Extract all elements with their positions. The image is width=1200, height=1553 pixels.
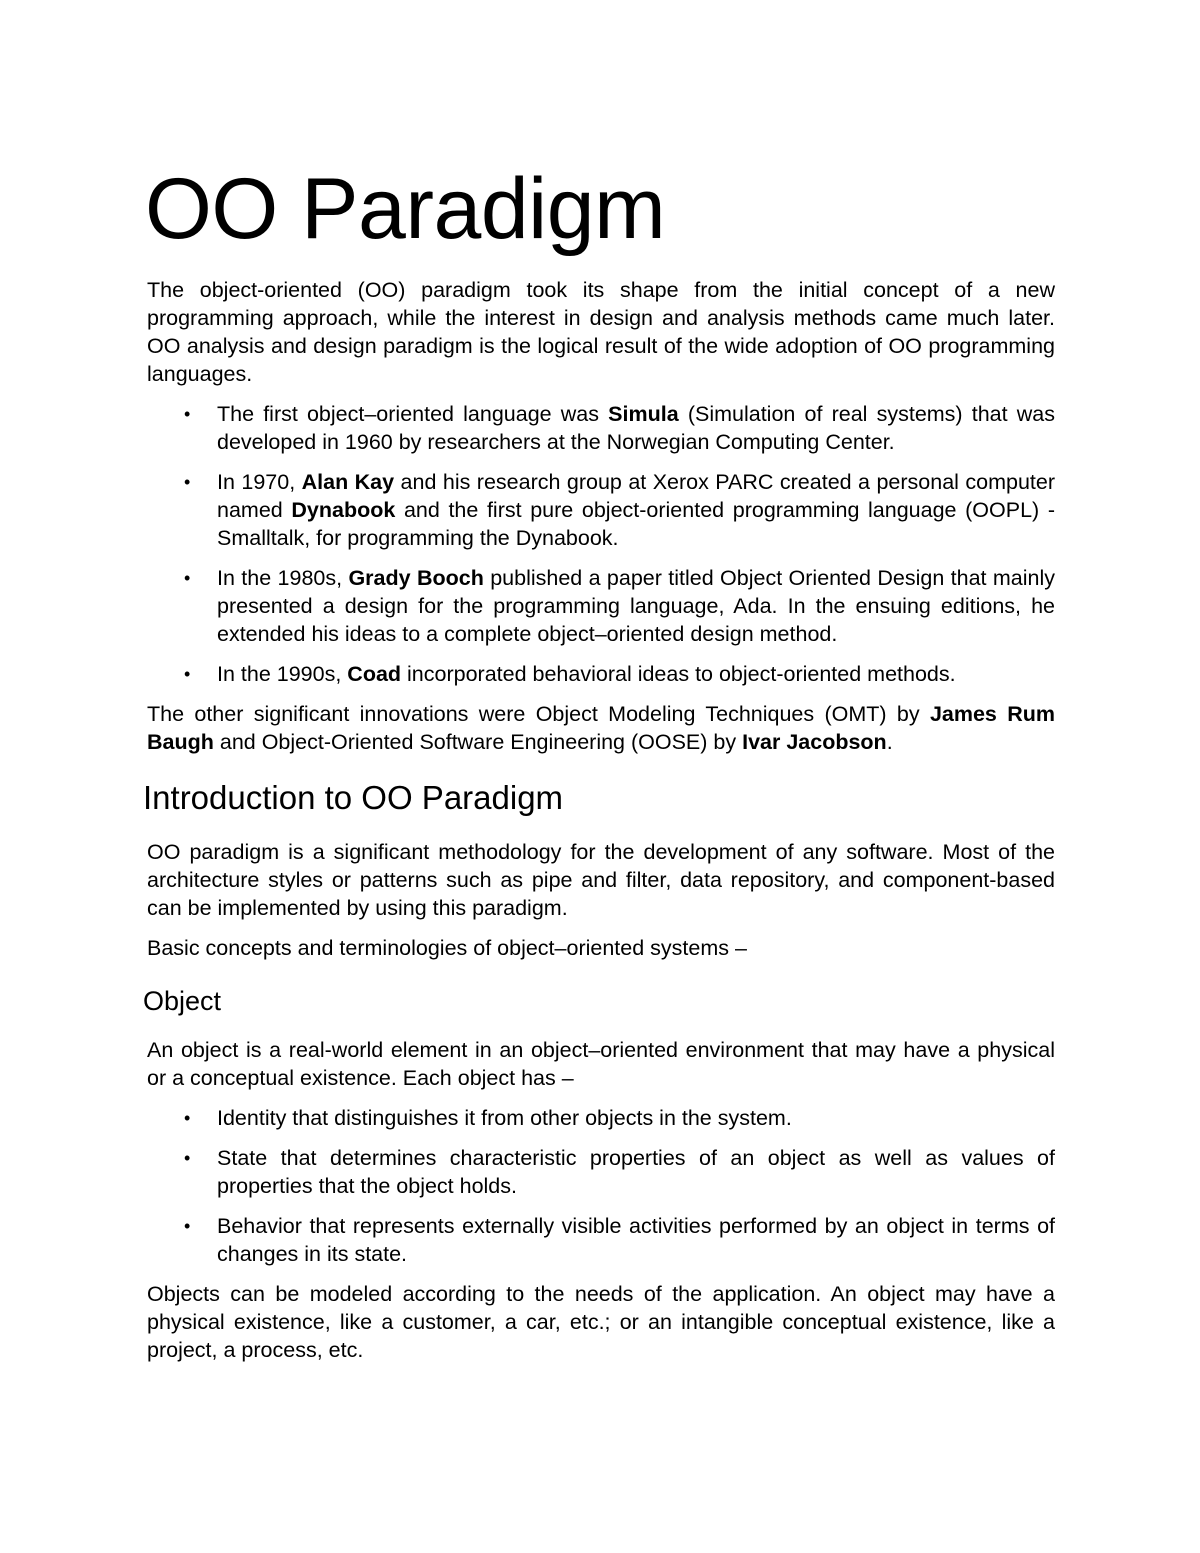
list-item: • State that determines characteristic properties of an object as well as values of properties that the object holds. <box>184 1146 1055 1198</box>
bullet-icon: • <box>184 472 191 492</box>
bullet-icon: • <box>184 1108 191 1128</box>
intro-paragraph: The object-oriented (OO) paradigm took its shape from the initial concept of a new programming approach, while the interest in design and analysis methods came much later. OO analysis and design paradigm is the logical result of the wide adoption of OO programming languages. <box>147 278 1055 386</box>
other-innovations-paragraph: The other significant innovations were Object Modeling Techniques (OMT) by James Rum Baugh and Object-Oriented Software Engineering (OOSE) by Ivar Jacobson. <box>147 702 1055 754</box>
bullet-icon: • <box>184 568 191 588</box>
basic-concepts-line: Basic concepts and terminologies of object–oriented systems – <box>147 936 747 960</box>
list-item: • The first object–oriented language was Simula (Simulation of real systems) that was developed in 1960 by researchers at the Norwegian Computing Center. <box>184 402 1055 454</box>
history-list <box>147 400 1055 688</box>
bullet-icon: • <box>184 664 191 684</box>
list-item: • In the 1990s, Coad incorporated behavioral ideas to object-oriented methods. <box>184 662 956 686</box>
bullet-icon: • <box>184 1148 191 1168</box>
section-heading-introduction: Introduction to OO Paradigm <box>143 779 564 816</box>
object-properties-list <box>147 1104 1055 1268</box>
list-item: • In 1970, Alan Kay and his research group at Xerox PARC created a personal computer named Dynabook and the first pure object-oriented programming language (OOPL) - Smalltalk, for programming the Dynabook. <box>184 470 1055 550</box>
object-paragraph: An object is a real-world element in an object–oriented environment that may have a physical or a conceptual existence. Each object has – <box>147 1038 1055 1090</box>
list-item: • Behavior that represents externally visible activities performed by an object in terms of changes in its state. <box>184 1214 1055 1266</box>
list-item: • Identity that distinguishes it from other objects in the system. <box>184 1106 792 1130</box>
list-item: • In the 1980s, Grady Booch published a paper titled Object Oriented Design that mainly presented a design for the programming language, Ada. In the ensuing editions, he extended his ideas to a complete object–oriented design method. <box>184 566 1055 646</box>
document-content <box>143 161 1055 1364</box>
introduction-paragraph: OO paradigm is a significant methodology for the development of any software. Most of the architecture styles or patterns such as pipe and filter, data repository, and component-based can be implemented by using this paradigm. <box>147 840 1055 920</box>
page-title: OO Paradigm <box>145 161 666 257</box>
section-heading-object: Object <box>143 986 222 1016</box>
bullet-icon: • <box>184 1216 191 1236</box>
object-closing-paragraph: Objects can be modeled according to the needs of the application. An object may have a physical existence, like a customer, a car, etc.; or an intangible conceptual existence, like a project, a process, etc. <box>147 1282 1055 1362</box>
bullet-icon: • <box>184 404 191 424</box>
